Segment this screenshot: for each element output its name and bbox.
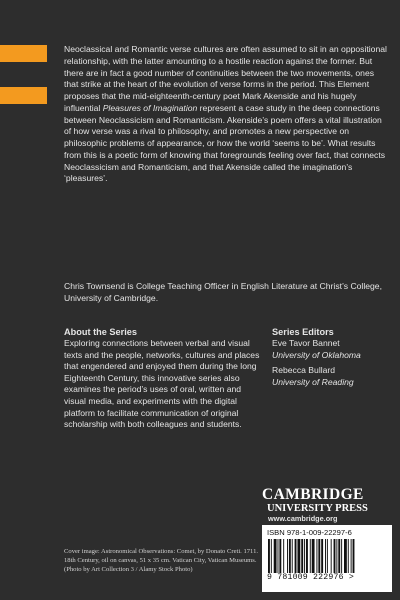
barcode-stripe [310,539,311,573]
publisher-subtitle: UNIVERSITY PRESS [267,503,368,514]
barcode-stripe [318,539,320,573]
barcode-stripe [325,539,326,573]
barcode-stripe [271,539,272,573]
publisher-url: www.cambridge.org [268,514,338,523]
editor-name: Rebecca Bullard [272,365,336,376]
barcode-icon [267,539,387,573]
cover-image-credit: Cover image: Astronomical Observations: Comet, by Donato Creti. 1711. 18th Century, oil on canvas, 51 x 35 cm. Vatican City, Vatican Museums. (Photo by Art Collection 3 / Alamy Stock Photo) [64,548,259,573]
isbn-label: ISBN 978-1-009-22297-6 [267,528,352,537]
barcode-digits: 9 781009 222976 > [267,573,354,582]
barcode-stripe [351,539,352,573]
publisher-logo [262,487,392,524]
barcode-stripe [279,539,281,573]
barcode-stripe [336,539,337,573]
abstract-text-part1: Neoclassical and Romantic verse cultures are often assumed to sit in an oppositional relationship, with the latter amounting to a hostile reaction against the former. But there are in fact a good number of continuities between the two movements, ones that strike at the heart of the evolution of verse forms in the period. This Element proposes that the mid-eighteenth-century poet Mark Akenside and his hugely influential [64,44,387,113]
barcode-stripe [334,539,336,573]
barcode-stripe [316,539,317,573]
about-series-heading: About the Series [64,327,138,337]
barcode-stripe [278,539,279,573]
barcode-stripe [268,539,270,573]
orange-accent-bar-bottom [0,87,47,104]
barcode-stripe [331,539,332,573]
about-series-section [64,326,264,431]
abstract-poem-title: Pleasures of Imagination [102,102,198,113]
series-editor [272,365,396,388]
barcode-stripe [274,539,277,573]
editor-name: Eve Tavor Bannet [272,338,340,348]
editor-affiliation: University of Reading [272,376,354,387]
abstract-text-part2: represent a case study in the deep connections between Neoclassicism and Romanticism. Akenside’s poem offers a vital illustration of how verse was a rival to philosophy, and promotes a new perspective on philosophic problems of appearance, or how the world ‘seems to be’. What results from this is a poetic form of knowing that foregrounds feeling over fact, that connects Neoclassicism and Romanticism, and that Akenside called the imagination’s ‘pleasures’. [64,102,385,184]
barcode-stripe [344,539,347,573]
author-bio: Chris Townsend is College Teaching Officer in English Literature at Christ’s College, University of Cambridge. [64,281,382,303]
publisher-name: CAMBRIDGE [262,486,364,503]
barcode-stripe [295,539,297,573]
orange-accent-bar-top [0,45,47,62]
barcode-stripe [321,539,323,573]
about-series-text: Exploring connections between verbal and visual texts and the people, networks, cultures and places that engendered and enjoyed them during the long Eighteenth Century, this innovative series also examines the period’s uses of oral, written and visual media, and experiments with the digital platform to facilitate communication of original scholarship with both colleagues and students. [64,338,260,430]
barcode-stripe [306,539,308,573]
barcode-stripe [292,539,293,573]
series-editors-heading: Series Editors [272,327,334,337]
barcode-stripe [338,539,340,573]
barcode-stripe [283,539,284,573]
barcode-stripe [304,539,305,573]
editor-affiliation: University of Oklahoma [272,349,361,360]
barcode-stripe [341,539,342,573]
barcode-stripe [289,539,291,573]
series-editors-section [272,326,396,392]
book-abstract [64,44,388,185]
barcode-stripe [312,539,315,573]
barcode-stripe [297,539,300,573]
barcode-stripe [353,539,355,573]
isbn-barcode-box [262,525,392,592]
barcode-stripe [301,539,303,573]
barcode-stripe [348,539,349,573]
barcode-stripe [287,539,288,573]
series-editor [272,338,396,361]
barcode-stripe [327,539,328,573]
